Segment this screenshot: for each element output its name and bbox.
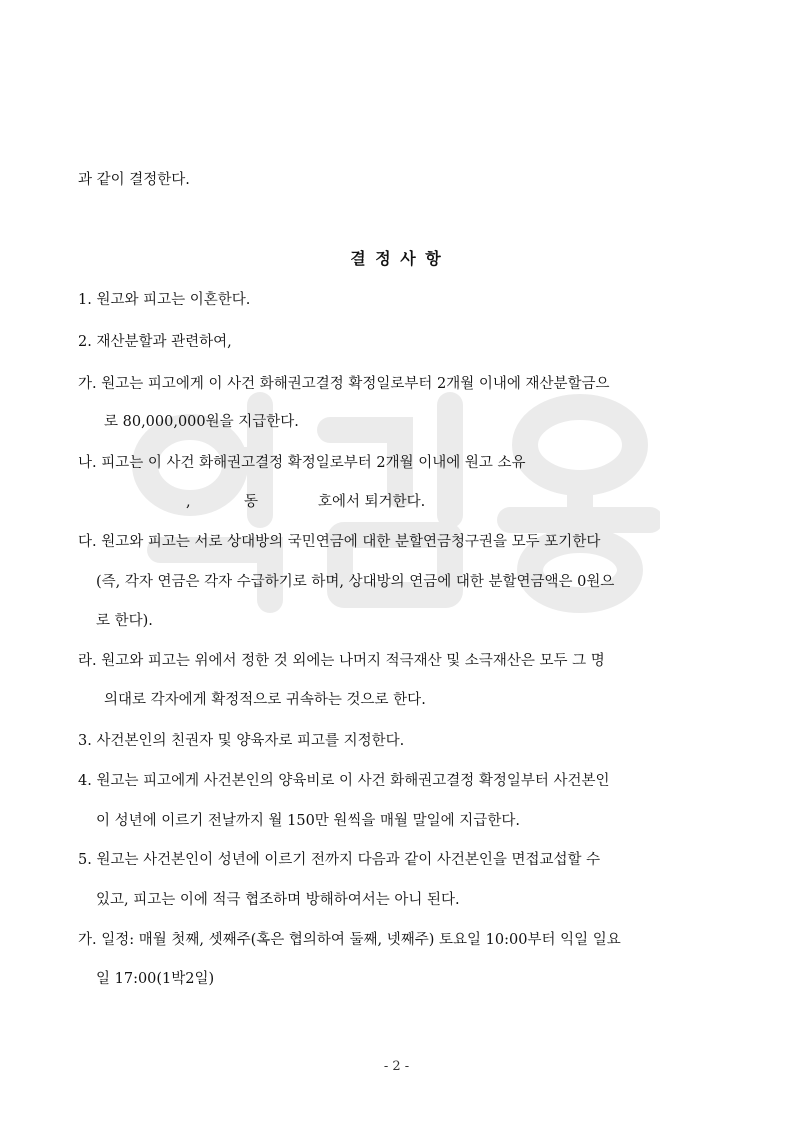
item-1: 1. 원고와 피고는 이혼한다. (78, 292, 251, 308)
item-5-ga-line2: 일 17:00(1박2일) (96, 971, 215, 987)
item-5-line2: 있고, 피고는 이에 적극 협조하며 방해하여서는 아니 된다. (96, 892, 460, 908)
item-2-ga-line2: 로 80,000,000원을 지급한다. (104, 414, 299, 430)
page-number: - 2 - (383, 1059, 410, 1074)
item-2-da-line3: 로 한다). (96, 613, 153, 629)
item-2: 2. 재산분할과 관련하여, (78, 334, 232, 350)
item-2-na-line1: 나. 피고는 이 사건 화해권고결정 확정일로부터 2개월 이내에 원고 소유 (78, 455, 526, 471)
item-2-na-comma: , (186, 494, 191, 510)
item-5-line1: 5. 원고는 사건본인이 성년에 이르기 전까지 다음과 같이 사건본인을 면접교섭할 수 (78, 852, 601, 868)
item-4-line2: 이 성년에 이르기 전날까지 월 150만 원씩을 매월 말일에 지급한다. (96, 813, 520, 829)
section-title: 결 정 사 항 (350, 249, 443, 268)
intro-text: 과 같이 결정한다. (78, 172, 190, 188)
item-3: 3. 사건본인의 친권자 및 양육자로 피고를 지정한다. (78, 733, 405, 749)
item-5-ga-line1: 가. 일정: 매월 첫째, 셋째주(혹은 협의하여 둘째, 넷째주) 토요일 10:00부터 익일 일요 (78, 932, 621, 948)
item-2-na-dong: 동 (244, 494, 259, 510)
item-2-na-line2: 호에서 퇴거한다. (318, 494, 426, 510)
item-4-line1: 4. 원고는 피고에게 사건본인의 양육비로 이 사건 화해권고결정 확정일부터 사건본인 (78, 773, 610, 789)
item-2-da-line2: (즉, 각자 연금은 각자 수급하기로 하며, 상대방의 연금에 대한 분할연금액은 0원으 (96, 574, 615, 590)
item-2-da-line1: 다. 원고와 피고는 서로 상대방의 국민연금에 대한 분할연금청구권을 모두 포기한다 (78, 534, 601, 550)
item-2-ga-line1: 가. 원고는 피고에게 이 사건 화해권고결정 확정일로부터 2개월 이내에 재산분할금으 (78, 376, 610, 392)
item-2-ra-line1: 라. 원고와 피고는 위에서 정한 것 외에는 나머지 적극재산 및 소극재산은 모두 그 명 (78, 653, 605, 669)
item-2-ra-line2: 의대로 각자에게 확정적으로 귀속하는 것으로 한다. (104, 692, 426, 708)
